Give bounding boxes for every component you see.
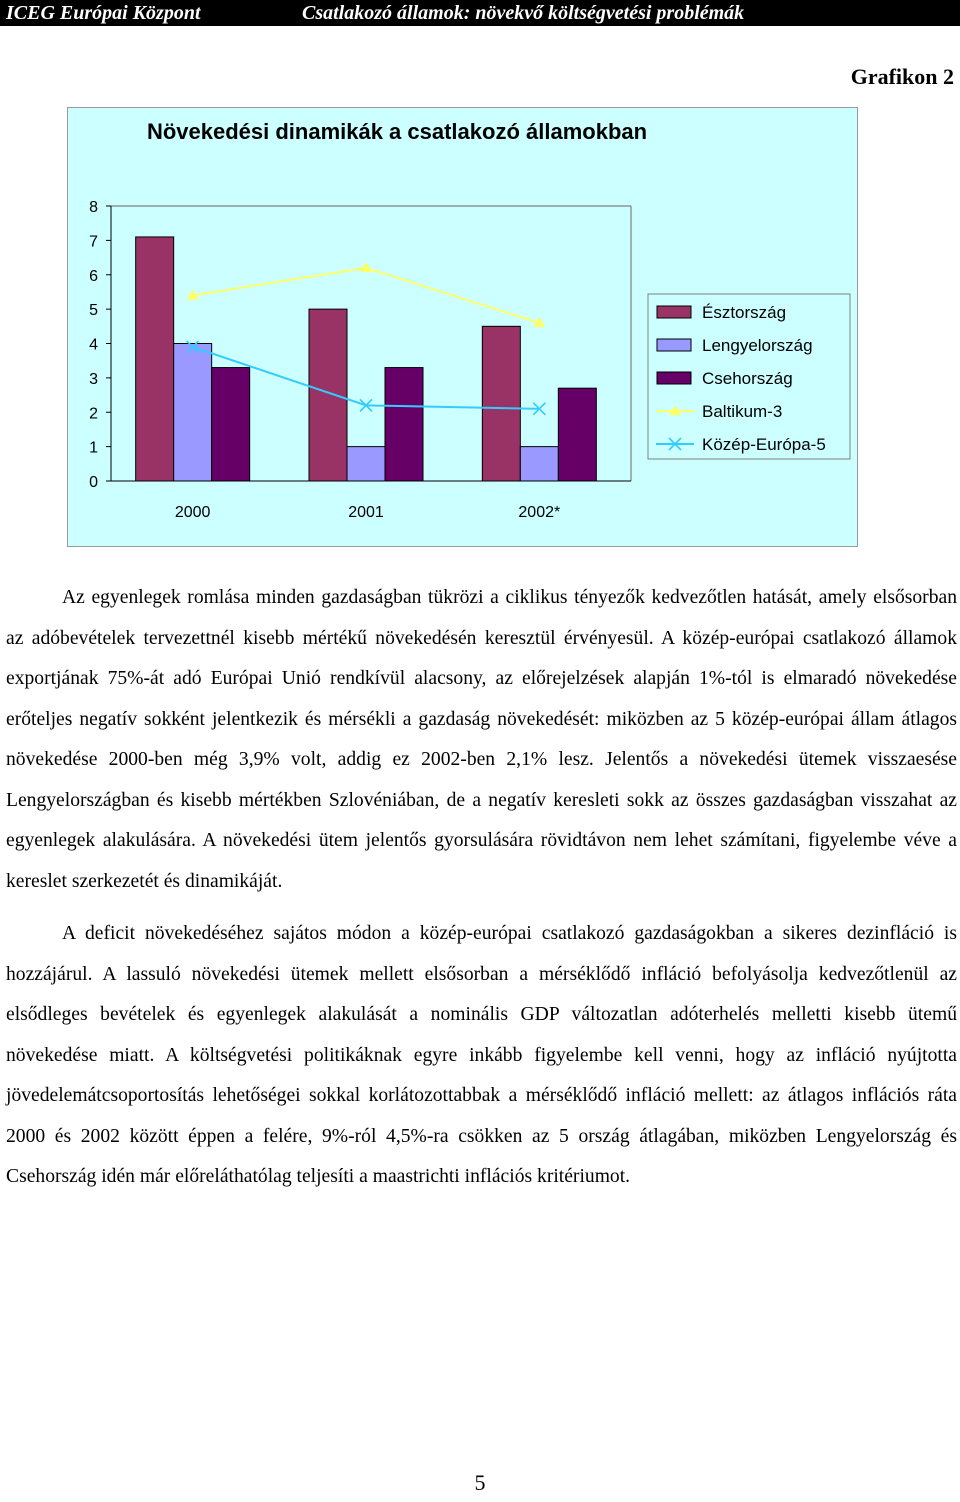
x-tick-label: 2000 [174,504,211,521]
y-tick-label: 6 [89,267,98,285]
legend-label: Észtország [702,303,787,322]
body-text [6,578,957,1198]
bar-lengyelorsz-g [347,447,385,481]
legend-label: Baltikum-3 [702,402,783,421]
x-tick-label: 2002* [518,504,561,521]
bar-csehorsz-g [558,388,596,481]
page-number: 5 [474,1470,486,1495]
legend-label: Lengyelország [702,336,813,355]
bar-csehorsz-g [385,368,423,481]
paragraph: A deficit növekedéséhez sajátos módon a közép-európai csatlakozó gazdaságokban a sikeres dezinfláció is hozzájárul. A lassuló növekedési ütemek mellett elsősorban a mérséklődő infláció befolyásolja kedvezőtlenül az elsődleges bevételek és egyenlegek alakulását a nominális GDP változatlan adóterhelés melletti kisebb ütemű növekedése miatt. A költségvetési politikáknak egyre inkább figyelembe kell venni, hogy az infláció nyújtotta jövedelemátcsoportosítás lehetőségei sokkal korlátozottabbak a mérséklődő infláció mellett: az átlagos inflációs ráta 2000 és 2002 között éppen a felére, 9%-ról 4,5%-ra csökken az 5 ország átlagában, miközben Lengyelország és Csehország idén már előreláthatólag teljesíti a maastrichti inflációs kritériumot. [6,923,957,1187]
chart-container [67,107,858,547]
bar--sztorsz-g [482,326,520,481]
y-tick-label: 7 [89,233,98,251]
bar--sztorsz-g [309,309,347,481]
y-tick-label: 4 [89,336,98,354]
bar-lengyelorsz-g [520,447,558,481]
header-right-title: Csatlakozó államok: növekvő költségvetési problémák [302,2,745,24]
bar--sztorsz-g [136,237,174,481]
figure-label: Grafikon 2 [850,64,954,89]
y-tick-label: 1 [89,439,98,457]
y-tick-label: 2 [89,405,98,423]
legend-swatch [657,339,691,351]
x-tick-label: 2001 [348,504,384,521]
legend-label: Közép-Európa-5 [702,435,826,454]
legend-swatch [657,306,691,318]
legend-swatch [657,372,691,384]
y-tick-label: 8 [89,199,98,216]
y-tick-label: 3 [89,370,98,388]
page-header [0,0,960,26]
y-tick-label: 5 [89,302,98,320]
header-left-title: ICEG Európai Központ [6,2,201,24]
chart-legend [648,294,850,459]
chart-title: Növekedési dinamikák a csatlakozó államokban [146,119,648,144]
legend-label: Csehország [702,369,793,388]
growth-chart [67,107,858,547]
bar-csehorsz-g [212,368,250,481]
y-tick-label: 0 [89,474,98,491]
paragraph: Az egyenlegek romlása minden gazdaságban tükrözi a ciklikus tényezők kedvezőtlen hatását, amely elsősorban az adóbevételek tervezettnél kisebb mértékű növekedésén keresztül érvényesül. A közép-európai csatlakozó államok exportjának 75%-át adó Európai Unió rendkívül alacsony, az előrejelzések alapján 1%-tól is elmaradó növekedése erőteljes negatív sokként jelentkezik és mérsékli a gazdaság növekedését: miközben az 5 közép-európai állam átlagos növekedése 2000-ben még 3,9% volt, addig ez 2002-ben 2,1% lesz. Jelentős a növekedési ütemek visszaesése Lengyelországban és kisebb mértékben Szlovéniában, de a negatív keresleti sokk az összes gazdaságban visszahat az egyenlegek alakulására. A növekedési ütem jelentős gyorsulására rövidtávon nem lehet számítani, figyelembe véve a kereslet szerkezetét és dinamikáját. [6,587,957,892]
bar-lengyelorsz-g [174,344,212,482]
